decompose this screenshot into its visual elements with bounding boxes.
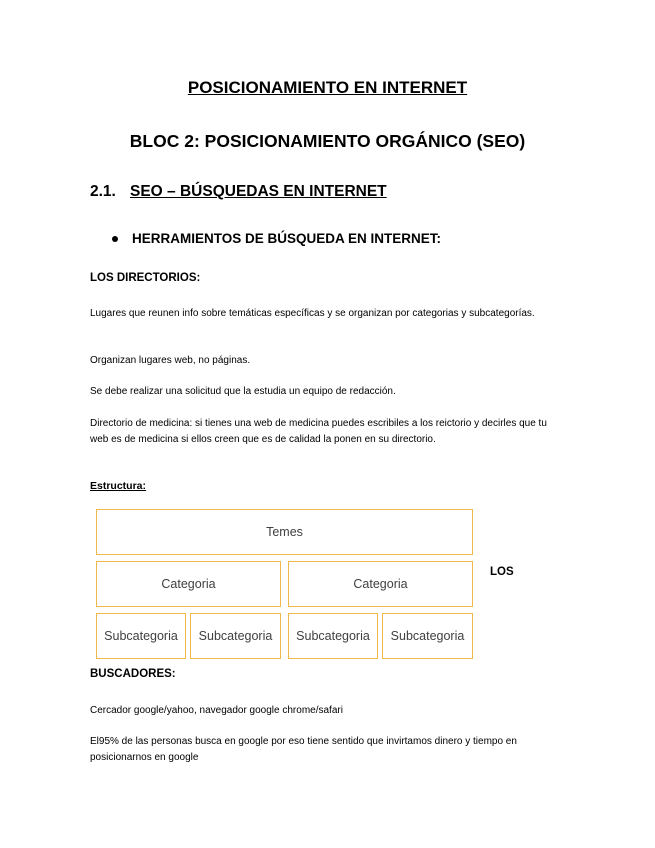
bloc-title: BLOC 2: POSICIONAMIENTO ORGÁNICO (SEO) (129, 131, 526, 151)
paragraph: Organizan lugares web, no páginas. (90, 355, 251, 366)
section-title: SEO – BÚSQUEDAS EN INTERNET (130, 183, 387, 200)
document-title: POSICIONAMIENTO EN INTERNET (187, 78, 468, 97)
section-heading (90, 183, 387, 201)
diagram-top-box: Temes (96, 509, 473, 555)
side-label: LOS (490, 566, 514, 578)
diagram-subcategory-box: Subcategoria (288, 613, 378, 659)
paragraph: El95% de las personas busca en google por eso tiene sentido que invirtamos dinero y tiempo en posicionarnos en google (90, 736, 517, 763)
estructura-label: Estructura: (90, 480, 147, 492)
bullet-icon (112, 236, 118, 242)
diagram-subcategory-box: Subcategoria (190, 613, 281, 659)
buscadores-heading: BUSCADORES: (90, 668, 176, 680)
diagram-subcategory-box: Subcategoria (96, 613, 186, 659)
section-number: 2.1. (90, 183, 116, 200)
diagram-category-box: Categoria (288, 561, 473, 607)
diagram-category-box: Categoria (96, 561, 281, 607)
bullet-item (112, 231, 441, 246)
paragraph: Se debe realizar una solicitud que la estudia un equipo de redacción. (90, 386, 396, 397)
paragraph: Lugares que reunen info sobre temáticas específicas y se organizan por categorias y subcategorías. (90, 308, 535, 319)
paragraph: Directorio de medicina: si tienes una web de medicina puedes escribiles a los reictorio y decirles que tu web es de medicina si ellos creen que es de calidad la ponen en su directorio. (90, 418, 547, 445)
diagram-subcategory-box: Subcategoria (382, 613, 473, 659)
directorios-heading: LOS DIRECTORIOS: (90, 272, 201, 284)
paragraph: Cercador google/yahoo, navegador google chrome/safari (90, 705, 343, 716)
bullet-text: HERRAMIENTOS DE BÚSQUEDA EN INTERNET: (132, 231, 442, 246)
